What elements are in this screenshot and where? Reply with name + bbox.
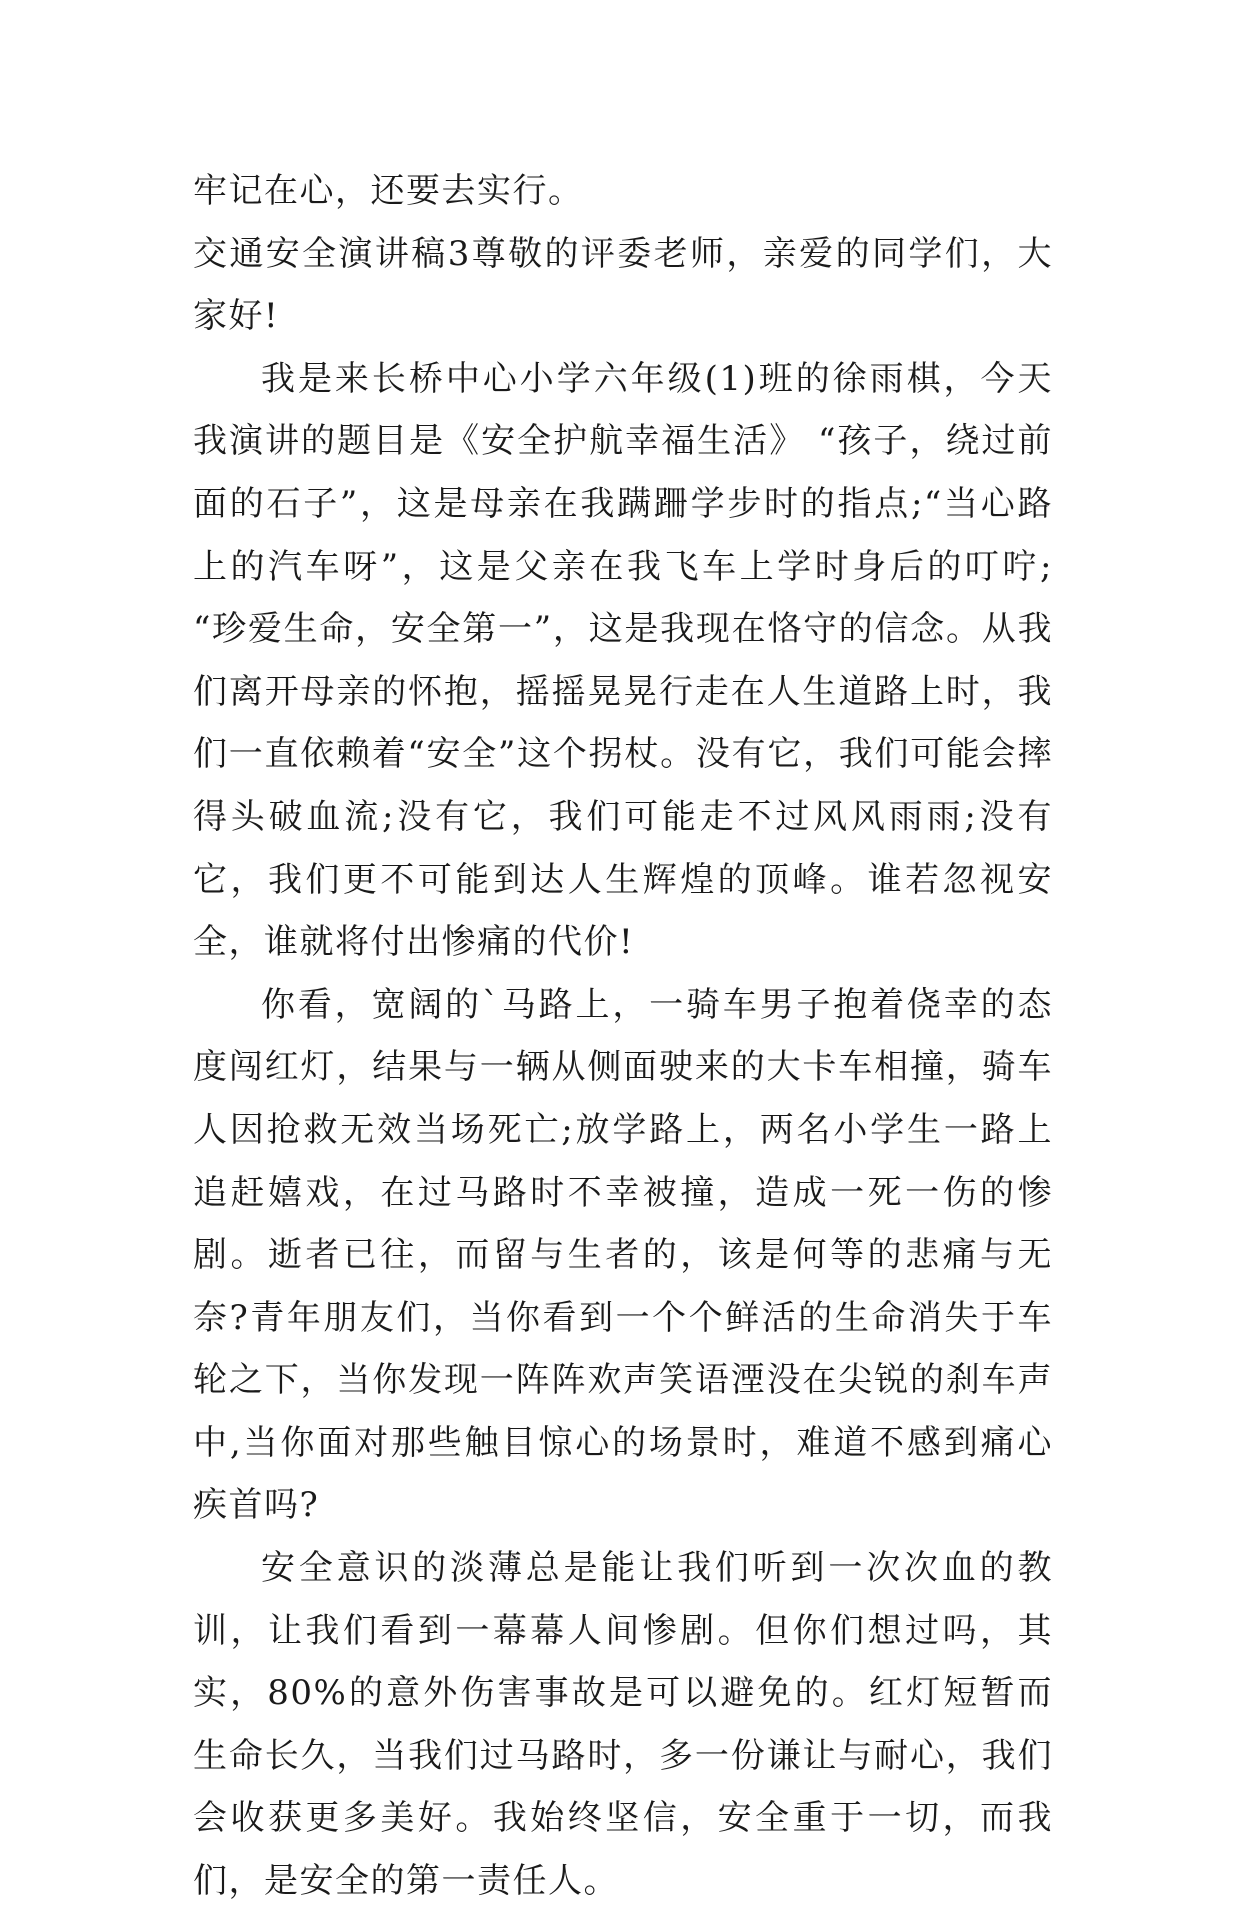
document-body [193,160,1053,1913]
paragraph-continuation: 牢记在心，还要去实行。 [193,171,584,211]
paragraph-heading-greeting: 交通安全演讲稿3尊敬的评委老师，亲爱的同学们，大家好! [193,233,1053,337]
paragraph-examples: 你看，宽阔的`马路上，一骑车男子抱着侥幸的态度闯红灯，结果与一辆从侧面驶来的大卡车相撞，骑车人因抢救无效当场死亡;放学路上，两名小学生一路上追赶嬉戏，在过马路时不幸被撞，造成一死一伤的惨剧。逝者已往，而留与生者的，该是何等的悲痛与无奈?青年朋友们，当你看到一个个鲜活的生命消失于车轮之下，当你发现一阵阵欢声笑语湮没在尖锐的刹车声中,当你面对那些触目惊心的场景时，难道不感到痛心疾首吗? [193,984,1053,1526]
paragraph-introduction: 我是来长桥中心小学六年级(1)班的徐雨棋，今天我演讲的题目是《安全护航幸福生活》 “孩子，绕过前面的石子”，这是母亲在我蹒跚学步时的指点;“当心路上的汽车呀”，这是父亲在我飞车上学时身后的叮咛; “珍爱生命，安全第一”，这是我现在恪守的信念。从我们离开母亲的怀抱，摇摇晃晃行走在人生道路上时，我们一直依赖着“安全”这个拐杖。没有它，我们可能会摔得头破血流;没有它，我们可能走不过风风雨雨;没有它，我们更不可能到达人生辉煌的顶峰。谁若忽视安全，谁就将付出惨痛的代价! [193,358,1053,963]
paragraph-conclusion: 安全意识的淡薄总是能让我们听到一次次血的教训，让我们看到一幕幕人间惨剧。但你们想过吗，其实，80%的意外伤害事故是可以避免的。红灯短暂而生命长久，当我们过马路时，多一份谦让与耐心，我们会收获更多美好。我始终坚信，安全重于一切，而我们，是安全的第一责任人。 [193,1548,1053,1902]
